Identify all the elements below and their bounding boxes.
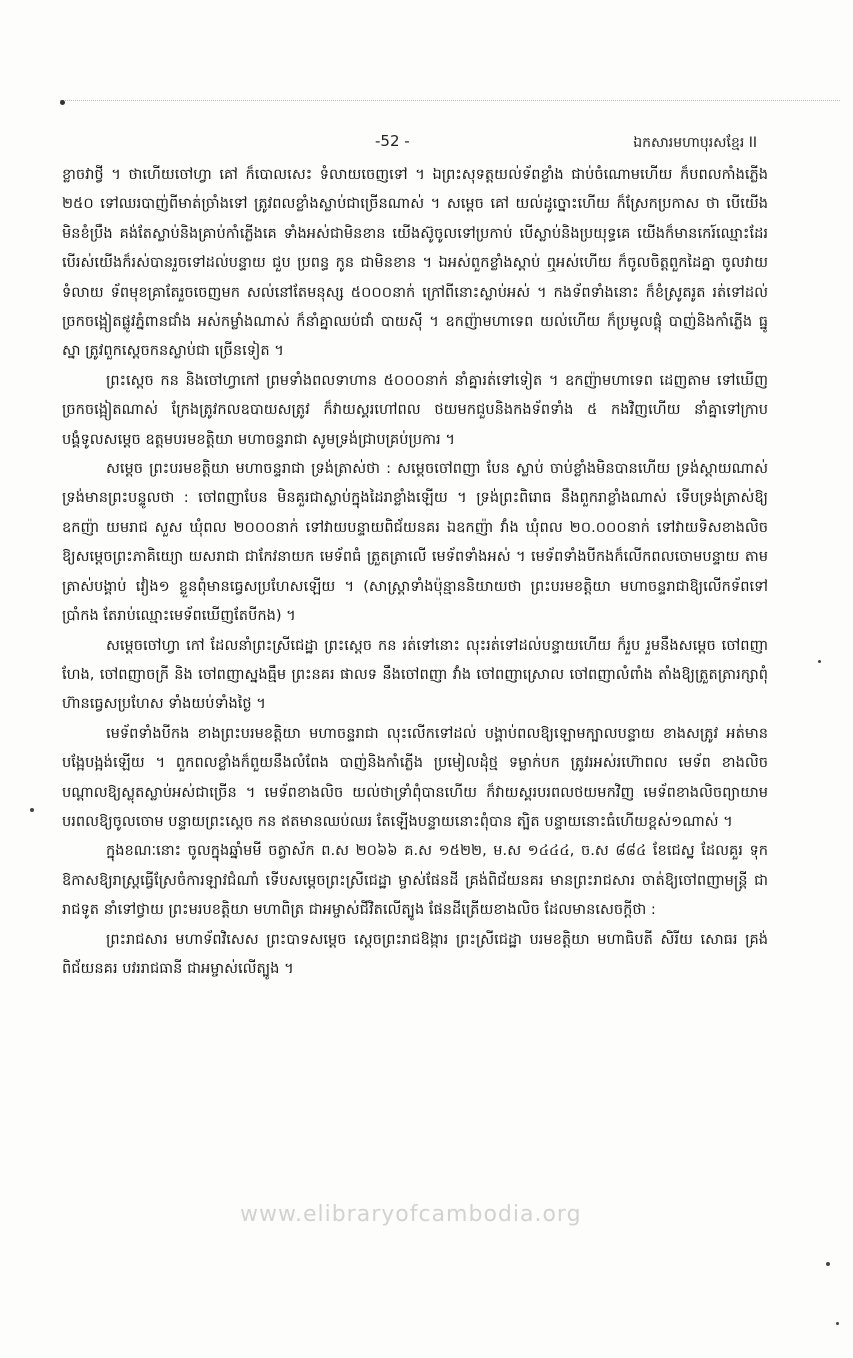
paragraph: សម្តេច ព្រះបរមខត្តិយា មហាចន្ទរាជា ទ្រង់ត្រាស់ថា : សម្តេចចៅពញា បែន ស្លាប់ ចាប់ខ្លាំងមិនបានហើយ ទ្រង់ស្តាយណាស់ ទ្រង់មានព្រះបន្ទូលថា : ចៅពញាបែន មិនគួរជាស្លាប់ក្នុងដៃរាខ្លាំងឡើយ ។ ទ្រង់ព្រះពិរោធ នឹងពួករាខ្លាំងណាស់ ទើបទ្រង់ត្រាស់ឱ្យឧកញ៉ា យមរាជ សួស ឃុំពល ២០០០នាក់ ទៅវាយបន្ទាយពិជ័យនគរ ឯឧកញ៉ា វាំង ឃុំពល ២០.០០០នាក់ ទៅវាយទិសខាងលិច ឱ្យសម្តេចព្រះភាគិយ្យោ យសរាជា ជាកែវនាយក មេទ័ពធំ ត្រួតត្រាលើ មេទ័ពទាំងអស់ ។ មេទ័ពទាំងបីកងក៏លើកពលចោមបន្ទាយ តាមត្រាស់បង្គាប់ វៀង១ ខ្លួនពុំមានធ្វេសប្រហែសឡើយ ។ (សាស្ត្រាទាំងប៉ុន្មាននិយាយថា ព្រះបរមខត្តិយា មហាចន្ទរាជាឱ្យលើកទ័ពទៅ ប្រាំកង តែរាប់ឈ្មោះមេទ័ពឃើញតែបីកង) ។ [62,460,768,625]
paragraph: សម្តេចចៅហ្វា កៅ ដែលនាំព្រះស្រីជេដ្ឋា ព្រះស្តេច កន រត់ទៅនោះ លុះរត់ទៅដល់បន្ទាយហើយ ក៏រួប រួមនឹងសម្តេច ចៅពញា ហែង, ចៅពញាចក្រី និង ចៅពញាស្នងធ្មឹម ព្រះនគរ ផាលទ នឹងចៅពញា វាំង ចៅពញាស្រោល ចៅពញាលំពាំង តាំងឱ្យត្រួតត្រារក្សាពុំហ៊ានធ្វេសប្រហែស ទាំងយប់ទាំងថ្ងៃ ។ [62,636,768,713]
watermark: www.elibraryofcambodia.org [240,1202,582,1227]
body-text [62,160,768,983]
scan-speck [818,660,821,663]
page-number: -52 - [375,132,410,150]
paragraph: ក្នុងខណៈនោះ ចូលក្នុងឆ្នាំមមី ចត្វាស័ក ព.ស ២០៦៦ គ.ស ១៥២២, ម.ស ១៤៤៤, ច.ស ៨៨៤ ខែជេស្ឋ ដែលគួរ ទុកឱកាសឱ្យរាស្ត្រធ្វើស្រែចំការឡាវជំណាំ ទើបសម្តេចព្រះស្រីជេដ្ឋា ម្ចាស់ផែនដី គ្រង់ពិជ័យនគរ មានព្រះរាជសារ ចាត់ឱ្យចៅពញាមន្ត្រី ជារាជទូត នាំទៅថ្វាយ ព្រះមរបខត្តិយា មហាពិត្រ ជាអម្ចាស់ជីវិតលើត្បូង ផែនដីត្រើយខាងលិច ដែលមានសេចក្តីថា : [62,842,768,919]
top-divider [60,100,840,101]
paragraph: ខ្លាចវាថ្វី ។ ថាហើយចៅហ្វា គៅ ក៏បោលសេះ ទំលាយចេញទៅ ។ ឯព្រះសុទត្តយល់ទ័ពខ្លាំង ជាប់ចំណោមហើយ ក៏បពលកាំងភ្លើង ២៥០ ទៅឈរបាញ់ពីមាត់ច្រាំងទៅ ត្រូវពលខ្លាំងស្លាប់ជាច្រើនណាស់ ។ សម្តេច គៅ យល់ដូច្នោះហើយ ក៏ស្រែកប្រកាស ថា បើយើងមិនខំប្រឹង គង់តែស្លាប់និងគ្រាប់កាំភ្លើងគេ ទាំងអស់ជាមិនខាន យើងស៊ូចូលទៅប្រកាប់ បើស្លាប់និងប្រយុទ្ធគេ យើងក៏មានកេរ៍ឈ្មោះដែរ បើរស់យើងក៏រស់បានរួចទៅដល់បន្ទាយ ជួប ប្រពន្ធ កូន ជាមិនខាន ។ ឯអស់ពួកខ្លាំងស្តាប់ ឮអស់ហើយ ក៏ចូលចិត្តពួកដៃគ្នា ចូលវាយទំលាយ ទ័ពមុខគ្រាតែរួចចេញមក សល់នៅតែមនុស្ស ៥០០០នាក់ ក្រៅពីនោះស្លាប់អស់ ។ កងទ័ពទាំងនោះ ក៏ខំស្រូតរូត រត់ទៅដល់ច្រកចង្អៀតផ្លូវភ្នំពានជាំង អស់កម្លាំងណាស់ ក៏នាំគ្នាឈប់ជាំ បាយស៊ី ។ ឧកញ៉ាមហាទេព យល់ហើយ ក៏ប្រមូលផ្តុំ បាញ់និងកាំភ្លើង ធ្នូ ស្នា ត្រូវពួកស្តេចកនស្លាប់ជា ច្រើនទៀត ។ [62,166,768,360]
scan-speck [836,1322,839,1325]
paragraph: មេទ័ពទាំងបីកង ខាងព្រះបរមខត្តិយា មហាចន្ទរាជា លុះលើកទៅដល់ បង្គាប់ពលឱ្យឡោមក្បាលបន្ទាយ ខាងសត្រូវ អត់មានបង្អែបង្អង់ឡើយ ។ ពួកពលខ្លាំងក៏ពួយនឹងលំពែង បាញ់និងកាំភ្លើង ប្រមៀលដុំថ្ម ទម្លាក់បក ត្រូវរអស់រហ៊ោពល មេទ័ព ខាងលិច បណ្តាលឱ្យស្លុតស្លាប់អស់ជាច្រើន ។ មេទ័ពខាងលិច យល់ថាទ្រាំពុំបានហើយ ក៏វាយស្គរបរពលថយមកវិញ មេទ័ពខាងលិចព្យាយាមបរពលឱ្យចូលចោម បន្ទាយព្រះស្តេច កន ឥតមានឈប់ឈរ តែឡើងបន្ទាយនោះពុំបាន ត្បិត បន្ទាយនោះធំហើយខ្ពស់១ណាស់ ។ [62,724,768,830]
paragraph: ព្រះស្តេច កន និងចៅហ្វាកៅ ព្រមទាំងពលទាហាន ៥០០០នាក់ នាំគ្នារត់ទៅទៀត ។ ឧកញ៉ាមហាទេព ដេញតាម ទៅឃើញច្រកចង្អៀតណាស់ ក្រែងត្រូវកលឧបាយសត្រូវ ក៏វាយស្គរហៅពល ថយមកជួបនិងកងទ័ពទាំង ៥ កងវិញហើយ នាំគ្នាទៅក្រាបបង្គំទូលសម្តេច ឧត្តមបរមខត្តិយា មហាចន្ទរាជា សូមទ្រង់ជ្រាបគ្រប់ប្រការ ។ [62,371,768,448]
scan-speck [826,1262,830,1266]
scan-speck [30,808,34,812]
scan-speck [60,100,65,105]
running-title: ឯកសារមហាបុរសខ្មែរ II [633,135,757,151]
paragraph: ព្រះរាជសារ មហាទ័ពវិសេស ព្រះបាទសម្តេច ស្តេចព្រះរាជឱង្ការ ព្រះស្រីជេដ្ឋា បរមខត្តិយា មហាធិបតី សិរីយ សោធរ គ្រង់ពិជ័យនគរ បវររាជធានី ជាអម្ចាស់លើត្បូង ។ [62,930,768,977]
